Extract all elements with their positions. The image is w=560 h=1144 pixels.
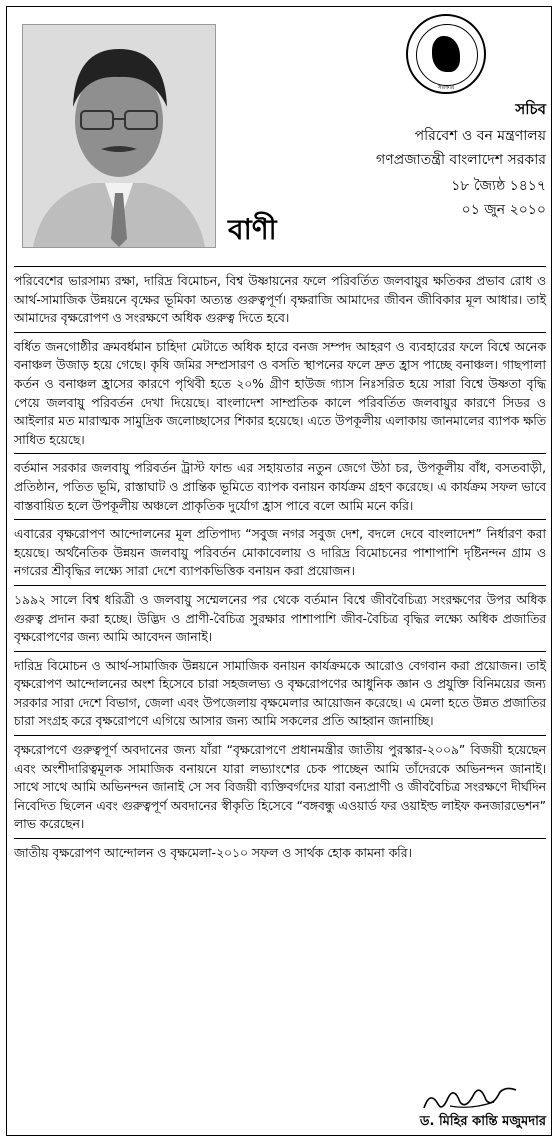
divider <box>14 838 546 839</box>
seal-bottom-text: সরকার <box>437 84 455 91</box>
government-name: গণপ্রজাতন্ত্রী বাংলাদেশ সরকার <box>376 152 546 168</box>
paragraph: বর্তমান সরকার জলবায়ু পরিবর্তন ট্রাস্ট ফান্ড এর সহায়তার নতুন জেগে উঠা চর, উপকূলীয় বাঁধ, বসতবাড়ী, প্রতিষ্ঠান, পতিত ভূমি, রাস্তাঘাট ও প্রান্তিক ভূমিতে ব্যাপক বনায়ন কার্যক্রম গ্রহণ করেছে। এ কার্যক্রম সফল ভাবে বাস্তবায়িত হলে উপকূলীয় অঞ্চলে প্রাকৃতিক দুর্যোগ হ্রাস পাবে বলে আমি মনে করি। <box>14 461 546 513</box>
divider <box>14 735 546 736</box>
handwritten-signature <box>420 1080 520 1116</box>
government-seal <box>406 14 486 94</box>
date-gregorian: ০১ জুন ২০১০ <box>461 202 546 218</box>
paragraph: দারিদ্র বিমোচন ও আর্থ-সামাজিক উন্নয়নে সামাজিক বনায়ন কার্যক্রমকে আরোও বেগবান করা প্রয়োজন। তাই বৃক্ষরোপণ আন্দোলনের অংশ হিসেবে চারা সহজলভ্য ও বৃক্ষরোপণের আধুনিক জ্ঞান ও প্রযুক্তি বিনিময়ের জন্য সরকার সারা দেশে বিভাগ, জেলা এবং উপজেলায় বৃক্ষমেলার আয়োজন করেছে। এ মেলা হতে উন্নত প্রজাতির চারা সংগ্রহ করে বৃক্ষরোপণে এগিয়ে আসার জন্য আমি সকলের প্রতি আহ্বান জানাচ্ছি। <box>14 658 546 729</box>
divider <box>14 332 546 333</box>
paragraph: বৃক্ষরোপণে গুরুত্বপূর্ণ অবদানের জন্য যাঁরা “বৃক্ষরোপণে প্রধানমন্ত্রীর জাতীয় পুরস্কার-২০০৯” বিজয়ী হয়েছেন এবং অংশীদারিত্বমূলক সামাজিক বনায়নে যারা লভ্যাংশের চেক পাচ্ছেন আমি তাঁদেরকে অভিনন্দন জানাই। সাথে সাথে আমি অভিনন্দন জানাই সে সব বিজয়ী ব্যক্তিবর্গদের যারা বন্যপ্রাণী ও জীববৈচিত্র সংরক্ষণে দীর্ঘদিন নিবেদিত ছিলেন এবং গুরুত্বপূর্ণ অবদানের স্বীকৃতি হিসেবে “বঙ্গবন্ধু এওয়ার্ড ফর ওয়াইল্ড লাইফ কনজারভেশন” লাভ করেছেন। <box>14 743 546 832</box>
paragraph: ১৯৯২ সালে বিশ্ব ধরিত্রী ও জলবায়ু সম্মেলনের পর থেকে বর্তমান বিশ্বে জীববৈচিত্র্য সংরক্ষণের উপর অধিক গুরুত্ব প্রদান করা হচ্ছে। উদ্ভিদ ও প্রাণী-বৈচিত্র সুরক্ষার পাশাপাশি জীব-বৈচিত্র বৃদ্ধির লক্ষ্যে অধিক প্রজাতির বৃক্ষরোপণের জন্য আমি আবেদন জানাই। <box>14 592 546 645</box>
portrait-silhouette <box>23 25 215 247</box>
paragraph: জাতীয় বৃক্ষরোপণ আন্দোলন ও বৃক্ষমেলা-২০১০ সফল ও সার্থক হোক কামনা করি। <box>14 846 412 861</box>
paragraph: পরিবেশের ভারসাম্য রক্ষা, দারিদ্র বিমোচন, বিশ্ব উষ্ণায়নের ফলে পরিবর্তিত জলবায়ুর ক্ষতিকর প্রভাব রোধ ও আর্থ-সামাজিক উন্নয়নে বৃক্ষের ভূমিকা অত্যন্ত গুরুত্বপূর্ণ। বৃক্ষরাজি আমাদের জীবন জীবিকার মূল আধার। তাই আমাদের বৃক্ষরোপণ ও সংরক্ষণে অধিক গুরুত্ব দিতে হবে। <box>14 274 546 326</box>
message-heading: বাণী <box>228 213 277 246</box>
paragraph: এবারের বৃক্ষরোপণ আন্দোলনের মূল প্রতিপাদ্য “সবুজ নগর সবুজ দেশ, বদলে দেবে বাংলাদেশ” নির্ধারণ করা হয়েছে। অর্থনৈতিক উন্নয়ন জলবায়ু পরিবর্তন মোকাবেলায় ও দারিদ্র বিমোচনের পাশাপাশি দৃষ্টিনন্দন গ্রাম ও নগরের শ্রীবৃদ্ধির লক্ষ্যে সারা দেশে ব্যাপকভিত্তিক বনায়ন করা প্রয়োজন। <box>14 527 546 579</box>
designation-title: সচিব <box>515 100 546 118</box>
signer-name: ড. মিহির কান্তি মজুমদার <box>419 1114 546 1129</box>
message-body <box>14 262 546 863</box>
divider <box>14 585 546 586</box>
date-bengali: ১৮ জ্যৈষ্ঠ ১৪১৭ <box>451 178 546 194</box>
portrait-photo <box>22 24 216 248</box>
ministry-name: পরিবেশ ও বন মন্ত্রণালয় <box>414 128 546 144</box>
bangladesh-map-icon <box>432 36 460 72</box>
divider <box>14 266 546 267</box>
divider <box>14 651 546 652</box>
divider <box>14 519 546 520</box>
paragraph: বর্ধিত জনগোষ্ঠীর ক্রমবর্ধমান চাহিদা মেটাতে অধিক হারে বনজ সম্পদ আহরণ ও ব্যবহারের ফলে বিশ্বে অনেক বনাঞ্চল উজাড় হয়ে গেছে। কৃষি জমির সম্প্রসারণ ও বসতি স্থাপনের ফলে দ্রুত হ্রাস পাচ্ছে বনাঞ্চল। গাছপালা কর্তন ও বনাঞ্চল হ্রাসের কারণে পৃথিবী হতে ২০% গ্রীণ হাউজ গ্যাস নিঃসরিত হয়ে সারা বিশ্বে উষ্ণতা বৃদ্ধি পেয়ে জলবায়ু পরিবর্তন দেখা দিয়েছে। বাংলাদেশ সাম্প্রতিক কালে পরিবর্তিত জলবায়ুর কারণে সিডর ও আইলার মত মারাত্মক সামুদ্রিক জলোচ্ছাসের শিকার হয়েছে। এতে উপকূলীয় এলাকায় জানমালের ব্যাপক ক্ষতি সাধিত হয়েছে। <box>14 339 546 447</box>
divider <box>14 453 546 454</box>
